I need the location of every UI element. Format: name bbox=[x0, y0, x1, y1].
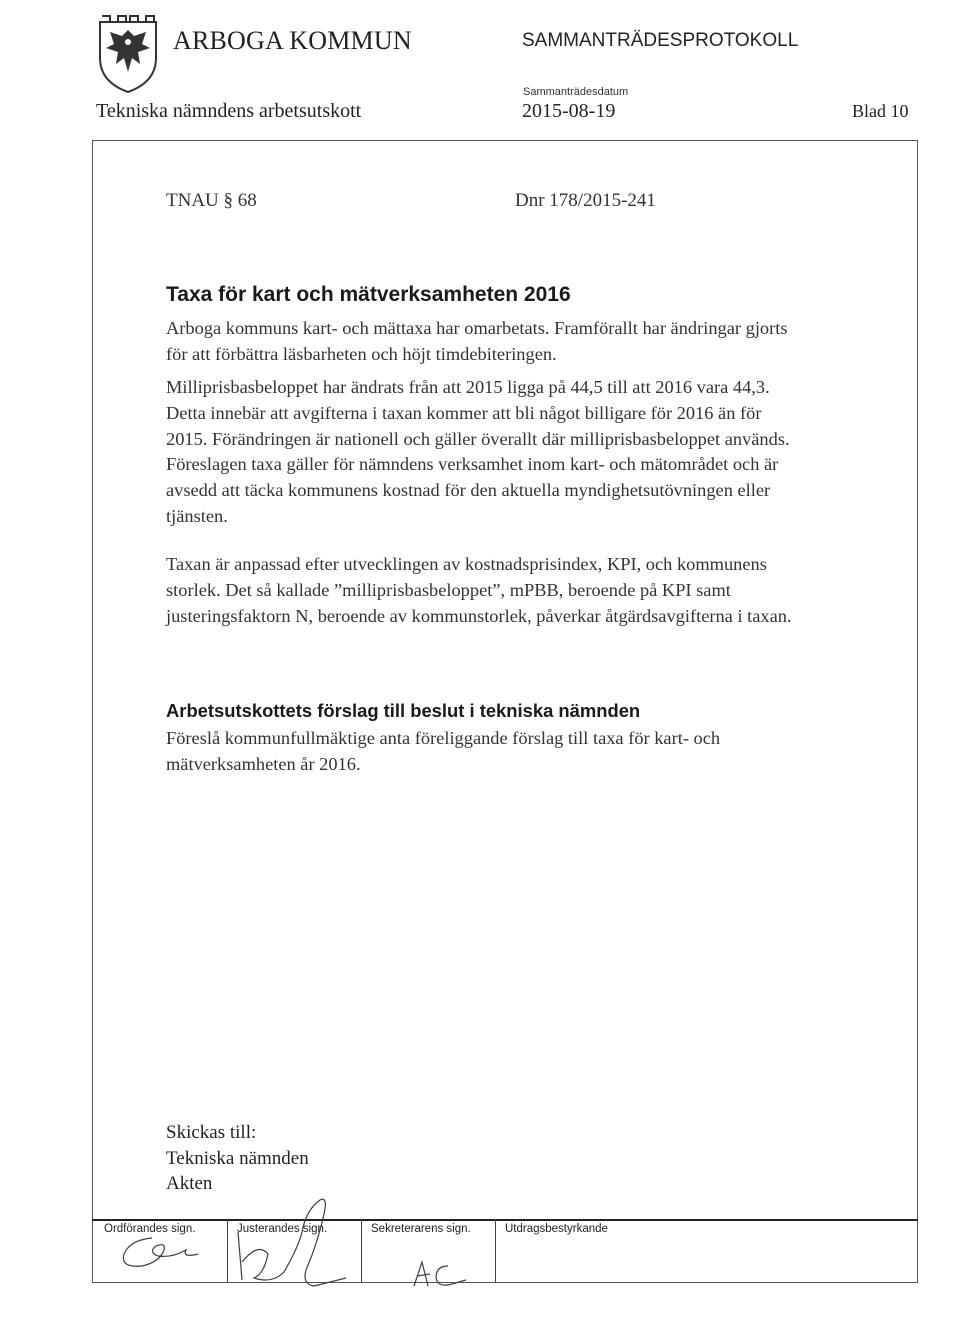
secretary-signature bbox=[408, 1258, 468, 1290]
adjuster-signature bbox=[228, 1192, 348, 1292]
meeting-date: 2015-08-19 bbox=[522, 100, 616, 122]
extract-certification-label: Utdragsbestyrkande bbox=[505, 1223, 608, 1235]
section-heading: Taxa för kart och mätverksamheten 2016 bbox=[166, 283, 571, 306]
adjuster-signature-label: Justerandes sign. bbox=[237, 1223, 328, 1235]
distribution-label: Skickas till: bbox=[166, 1122, 257, 1143]
meeting-date-label: Sammanträdesdatum bbox=[523, 86, 629, 98]
municipal-crest-logo bbox=[96, 14, 160, 94]
body-paragraph: Arboga kommuns kart- och mättaxa har omarbetats. Framförallt har ändringar gjorts för att förbättra läsbarheten och höjt timdebiteringen. bbox=[166, 318, 788, 364]
secretary-signature-label: Sekreterarens sign. bbox=[371, 1223, 471, 1235]
case-number: Dnr 178/2015-241 bbox=[515, 190, 656, 211]
paragraph-reference: TNAU § 68 bbox=[166, 190, 257, 211]
chair-signature-label: Ordförandes sign. bbox=[104, 1223, 196, 1235]
body-paragraph: Taxan är anpassad efter utvecklingen av kostnadsprisindex, KPI, och kommunens storlek. Det så kallade ”milliprisbasbeloppet”, mPBB, beroende på KPI samt justeringsfaktorn N, beroende av kommunstorlek, påverkar åtgärdsavgifterna i taxan. bbox=[166, 554, 792, 626]
proposal-heading: Arbetsutskottets förslag till beslut i tekniska nämnden bbox=[166, 700, 641, 721]
distribution-list bbox=[166, 1120, 309, 1197]
signature-column-divider bbox=[361, 1219, 362, 1283]
document-type: SAMMANTRÄDESPROTOKOLL bbox=[522, 30, 799, 51]
chair-signature bbox=[112, 1228, 222, 1274]
committee-name: Tekniska nämndens arbetsutskott bbox=[96, 100, 362, 122]
signature-divider bbox=[92, 1219, 918, 1221]
signature-column-divider bbox=[495, 1219, 496, 1283]
municipality-name: ARBOGA KOMMUN bbox=[173, 26, 412, 55]
distribution-recipient: Akten bbox=[166, 1173, 213, 1194]
proposal-text: Föreslå kommunfullmäktige anta föreliggande förslag till taxa för kart- och mätverksamheten år 2016. bbox=[166, 728, 721, 774]
distribution-recipient: Tekniska nämnden bbox=[166, 1147, 309, 1169]
page-number: Blad 10 bbox=[852, 101, 909, 121]
body-paragraph: Milliprisbasbeloppet har ändrats från att 2015 ligga på 44,5 till att 2016 vara 44,3. Detta innebär att avgifterna i taxan kommer att bli något billigare för 2016 än för 2015. Förändringen är nationell och gäller överallt där milliprisbasbeloppet används. Föreslagen taxa gäller för nämndens verksamhet inom kart- och mätområdet och är avsedd att täcka kommunens kostnad för den aktuella myndighetsutövningen eller tjänsten. bbox=[166, 377, 790, 526]
